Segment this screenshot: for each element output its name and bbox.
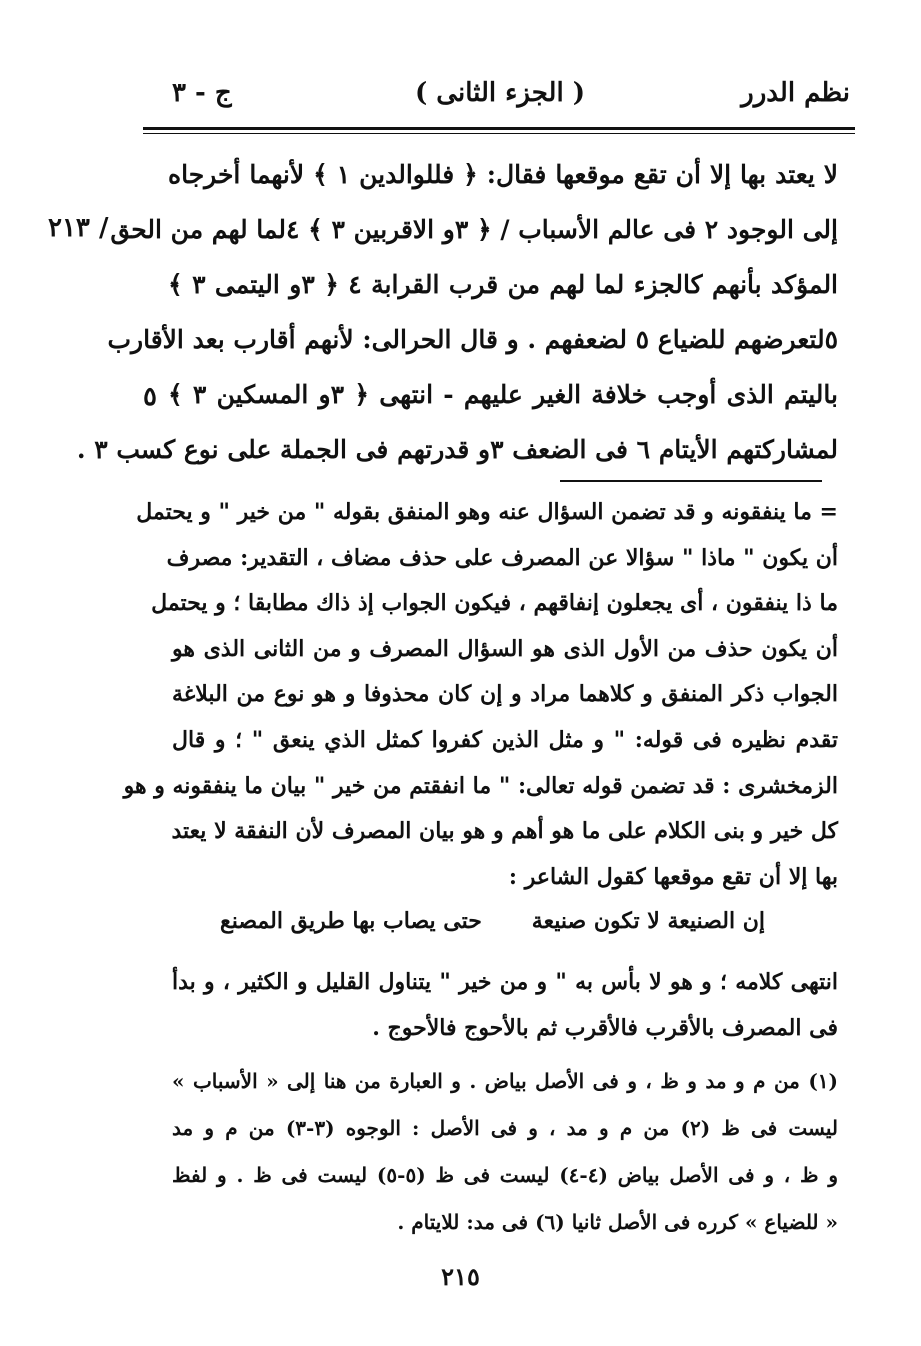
section-divider bbox=[560, 480, 822, 482]
book-title: نظم الدرر bbox=[741, 78, 850, 108]
footnotes bbox=[172, 1058, 838, 1246]
margin-line-marker: ٥ bbox=[143, 382, 157, 412]
main-text-line: إلى الوجود ٢ فى عالم الأسباب / ﴿ ٣و الاقربين ٣ ﴾ ٤لما لهم من الحق bbox=[110, 215, 838, 244]
commentary-line: الجواب ذكر المنفق و كلاهما مراد و إن كان محذوفا و هو نوع من البلاغة bbox=[172, 681, 838, 708]
main-text-line: المؤكد بأنهم كالجزء لما لهم من قرب القرابة ٤ ﴿ ٣و اليتمى ٣ ﴾ bbox=[168, 270, 839, 299]
commentary-line: بها إلا أن تقع موقعها كقول الشاعر : bbox=[508, 863, 838, 890]
verse-second-hemistich: حتى يصاب بها طريق المصنع bbox=[220, 908, 482, 934]
header-rule-thin bbox=[143, 133, 855, 134]
commentary-line: أن يكون حذف من الأول الذى هو السؤال المصرف و من الثانى الذى هو bbox=[172, 635, 838, 662]
footnote-line: ليست فى ظ (٢) من م و مد ، و فى الأصل : الوجوه (٣-٣) من م و مد bbox=[172, 1116, 838, 1140]
commentary-line: الزمخشرى : قد تضمن قوله تعالى: " ما انفقتم من خير " بيان ما ينفقونه و هو bbox=[123, 772, 838, 799]
footnote-line: (١) من م و مد و ظ ، و فى الأصل بياض . و العبارة من هنا إلى « الأسباب » bbox=[172, 1069, 838, 1093]
poetry-verse bbox=[220, 908, 765, 948]
commentary-line: فى المصرف بالأقرب فالأقرب ثم بالأحوج فالأحوج . bbox=[372, 1014, 838, 1041]
commentary-line: انتهى كلامه ؛ و هو لا بأس به " و من خير " يتناول القليل و الكثير ، و بدأ bbox=[172, 969, 838, 995]
commentary-text bbox=[123, 490, 838, 900]
footnote-line: « للضياع » كرره فى الأصل ثانيا (٦) فى مد: للايتام . bbox=[397, 1210, 838, 1234]
part-label: ج - ٣ bbox=[172, 78, 232, 108]
main-text-line: لمشاركتهم الأيتام ٦ فى الضعف ٣و قدرتهم فى الجملة على نوع كسب ٣ . bbox=[76, 435, 838, 464]
running-header bbox=[150, 78, 850, 118]
commentary-line: ما ذا ينفقون ، أى يجعلون إنفاقهم ، فيكون الجواب إذ ذاك مطابقا ؛ و يحتمل bbox=[151, 590, 838, 617]
main-text-line: ٥لتعرضهم للضياع ٥ لضعفهم . و قال الحرالى: لأنهم أقارب بعد الأقارب bbox=[107, 325, 838, 354]
verse-first-hemistich: إن الصنيعة لا تكون صنيعة bbox=[531, 908, 765, 934]
commentary-continuation bbox=[172, 960, 838, 1051]
main-text-line: لا يعتد بها إلا أن تقع موقعها فقال: ﴿ فللوالدين ١ ﴾ لأنهما أخرجاه bbox=[168, 160, 838, 189]
commentary-line: كل خير و بنى الكلام على ما هو أهم و هو بيان المصرف لأن النفقة لا يعتد bbox=[171, 818, 838, 845]
footnote-line: و ظ ، و فى الأصل بياض (٤-٤) ليست فى ظ (٥-٥) ليست فى ظ . و لفظ bbox=[172, 1163, 838, 1187]
page-number: ٢١٥ bbox=[441, 1262, 480, 1291]
commentary-line: تقدم نظيره فى قوله: " و مثل الذين كفروا كمثل الذي ينعق " ؛ و قال bbox=[172, 726, 838, 753]
commentary-line: = ما ينفقونه و قد تضمن السؤال عنه وهو المنفق بقوله " من خير " و يحتمل bbox=[136, 499, 838, 525]
header-rule-thick bbox=[143, 127, 855, 130]
main-text-line: باليتم الذى أوجب خلافة الغير عليهم - انتهى ﴿ ٣و المسكين ٣ ﴾ bbox=[168, 380, 838, 409]
margin-page-reference: / ٢١٣ bbox=[48, 213, 109, 243]
commentary-line: أن يكون " ماذا " سؤالا عن المصرف على حذف مضاف ، التقدير: مصرف bbox=[166, 544, 838, 571]
volume-label: ( الجزء الثانى ) bbox=[414, 78, 586, 108]
